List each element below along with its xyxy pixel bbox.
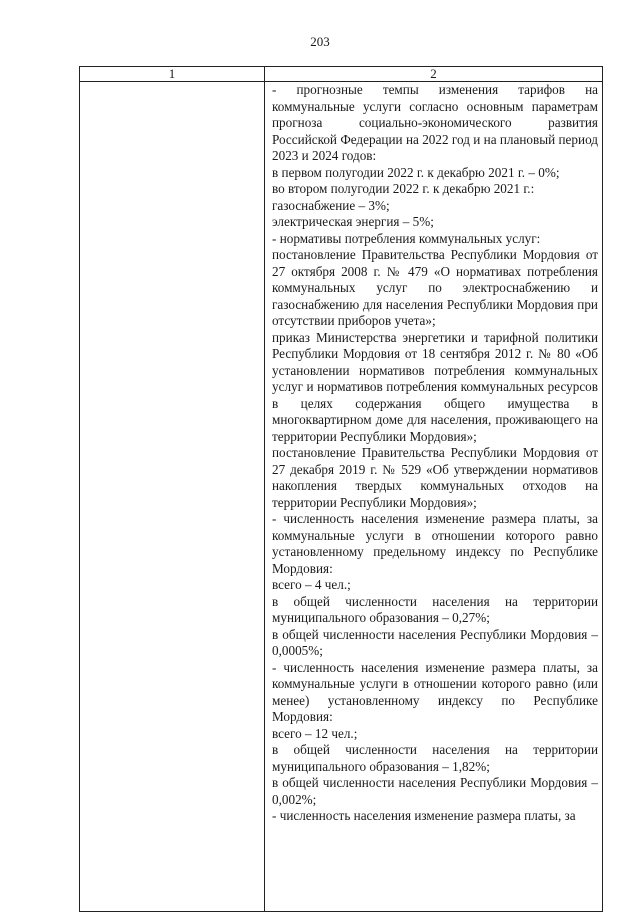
table-row [80, 82, 603, 912]
left-cell [80, 82, 265, 912]
table-header-row [80, 67, 603, 82]
paragraph-population-continued: - численность населения изменение размера платы, за [272, 808, 576, 823]
paragraph-gas-supply: газоснабжение – 3%; [272, 197, 390, 213]
paragraph-second-half-2022: во втором полугодии 2022 г. к декабрю 2021 г.: [272, 181, 535, 196]
document-table [79, 66, 603, 912]
paragraph-municipal-share-182: в общей численности населения на территории муниципального образования – 1,82%; [272, 742, 598, 774]
column-header-2: 2 [265, 67, 603, 82]
paragraph-total-4: всего – 4 чел.; [272, 577, 351, 592]
page-number: 203 [310, 34, 330, 49]
column-header-1: 1 [80, 67, 265, 82]
paragraph-population-equal-limit: - численность населения изменение размера платы, за коммунальные услуги в отношении которого равно установленному предельному индексу по Республике Мордовия: [272, 511, 598, 576]
paragraph-consumption-norms: - нормативы потребления коммунальных услуг: [272, 230, 541, 246]
paragraph-tariff-rates: - прогнозные темпы изменения тарифов на коммунальные услуги согласно основным параметрам прогноза социально-экономического развития Российской Федерации на 2022 год и на плановый период 2023 и 2024 годов: [272, 82, 598, 163]
paragraph-republic-share-00005: в общей численности населения Республики Мордовия – 0,0005%; [272, 626, 598, 658]
paragraph-total-12: всего – 12 чел.; [272, 725, 358, 741]
paragraph-electric-energy: электрическая энергия – 5%; [272, 214, 434, 229]
paragraph-municipal-share-027: в общей численности населения на территории муниципального образования – 0,27%; [272, 593, 598, 625]
paragraph-resolution-479: постановление Правительства Республики Мордовия от 27 октября 2008 г. № 479 «О нормативах потребления коммунальных услуг по электроснабжению и газоснабжению для населения Республики Мордовия при отсутствии приборов учета»; [272, 247, 598, 328]
paragraph-republic-share-0002: в общей численности населения Республики Мордовия – 0,002%; [272, 775, 598, 807]
paragraph-population-equal-or-less: - численность населения изменение размера платы, за коммунальные услуги в отношении которого равно (или менее) установленному индексу по Республике Мордовия: [272, 659, 598, 724]
content-cell [265, 82, 603, 912]
paragraph-order-80: приказ Министерства энергетики и тарифной политики Республики Мордовия от 18 сентября 2012 г. № 80 «Об установлении нормативов потребления коммунальных услуг и нормативов потребления коммунальных ресурсов в целях содержания общего имущества в многоквартирном доме для населения, проживающего на территории Республики Мордовия»; [272, 329, 598, 444]
paragraph-resolution-529: постановление Правительства Республики Мордовия от 27 декабря 2019 г. № 529 «Об утверждении нормативов накопления твердых коммунальных отходов на территории Республики Мордовия»; [272, 445, 598, 510]
paragraph-first-half-2022: в первом полугодии 2022 г. к декабрю 2021 г. – 0%; [272, 164, 560, 180]
